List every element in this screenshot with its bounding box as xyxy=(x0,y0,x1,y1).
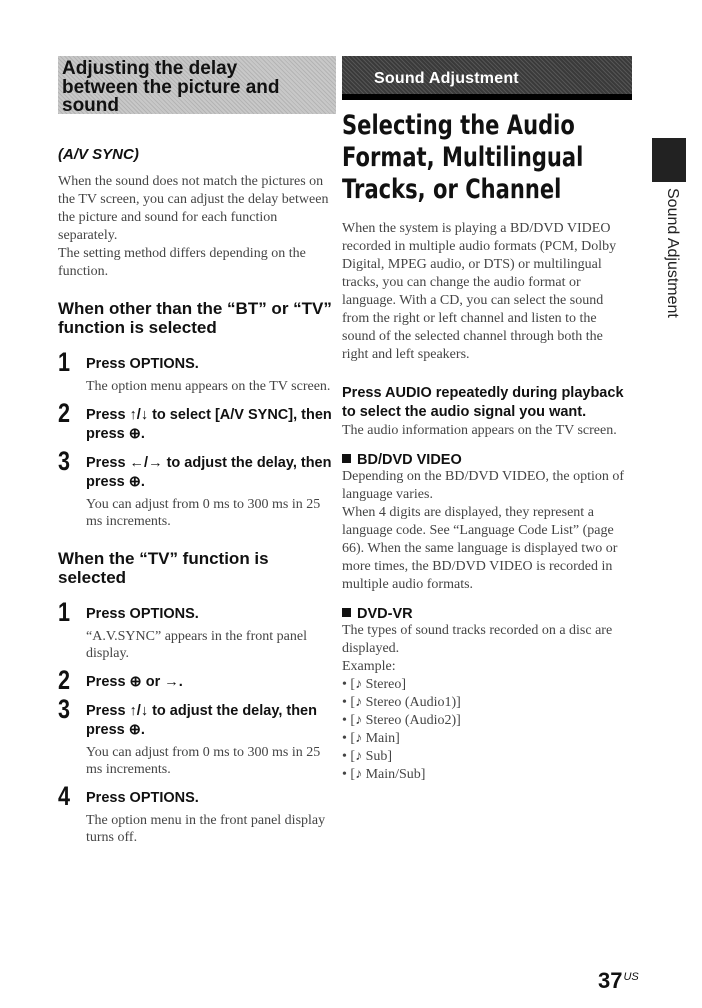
header-line-3: sound xyxy=(62,95,119,116)
intro-paragraph-1: When the sound does not match the pictures on the TV screen, you can adjust the delay between the picture and sound for each function separately. xyxy=(58,174,329,243)
step-number: 1 xyxy=(58,596,71,627)
header-line-2: between the picture and xyxy=(62,76,280,98)
step-number: 4 xyxy=(58,780,71,811)
section-header-box xyxy=(58,56,336,114)
section2-heading: When the “TV” function is selected xyxy=(58,548,269,587)
page-number xyxy=(598,968,639,994)
step-item xyxy=(58,397,340,444)
header-line-1: Adjusting the delay xyxy=(62,58,238,79)
list-item: • [♪ Stereo (Audio1)] xyxy=(342,694,632,712)
dvr-paragraph-1: The types of sound tracks recorded on a disc are displayed. xyxy=(342,623,613,656)
step-item xyxy=(58,445,340,531)
section1-heading: When other than the “BT” or “TV” function is selected xyxy=(58,299,332,337)
square-bullet-icon xyxy=(342,608,351,617)
step-number: 3 xyxy=(58,445,71,476)
instruction-description: The audio information appears on the TV screen. xyxy=(342,423,617,438)
page-title: Selecting the Audio Format, Multilingual Tracks, or Channel xyxy=(342,110,584,205)
intro-paragraph: When the system is playing a BD/DVD VIDEO recorded in multiple audio formats (PCM, Dolby Digital, MPEG audio, or DTS) or multilingual tracks, you can change the audio format or language. With a CD, you can select the sound from the right or left channel and listen to the sound of the selected channel through both the right and left speakers. xyxy=(342,221,617,362)
step-item xyxy=(58,693,340,779)
left-column xyxy=(58,56,340,853)
example-label: Example: xyxy=(342,659,396,674)
step-item xyxy=(58,780,340,847)
bd-paragraph-2: When 4 digits are displayed, they represent a language code. See “Language Code List” (page 66). When the same language is displayed two or more times, the BD/DVD VIDEO is recorded in multiple audio formats. xyxy=(342,505,618,592)
list-item: • [♪ Stereo] xyxy=(342,676,632,694)
bd-dvd-video-heading xyxy=(342,452,632,468)
step-title: Press OPTIONS. xyxy=(86,356,199,372)
chapter-side-label xyxy=(657,188,681,348)
step-number: 3 xyxy=(58,693,71,724)
list-item: • [♪ Stereo (Audio2)] xyxy=(342,712,632,730)
bd-paragraph-1: Depending on the BD/DVD VIDEO, the option of language varies. xyxy=(342,469,625,502)
step-number: 1 xyxy=(58,347,71,377)
example-list xyxy=(342,676,632,784)
list-item: • [♪ Main/Sub] xyxy=(342,766,632,784)
step-title: Press ⊕ or →. xyxy=(86,673,183,690)
dvd-vr-label: DVD-VR xyxy=(357,606,413,622)
list-item: • [♪ Main] xyxy=(342,730,632,748)
intro-paragraph-2: The setting method differs depending on the function. xyxy=(58,246,306,279)
list-item: • [♪ Sub] xyxy=(342,748,632,766)
step-title: Press ←/→ to adjust the delay, then press ⊕. xyxy=(86,454,332,490)
step-description: The option menu in the front panel display turns off. xyxy=(86,812,326,845)
step-description: The option menu appears on the TV screen. xyxy=(86,379,331,394)
step-title: Press ↑/↓ to adjust the delay, then press ⊕. xyxy=(86,702,317,738)
section-banner: Sound Adjustment xyxy=(342,56,632,100)
step-description: You can adjust from 0 ms to 300 ms in 25 ms increments. xyxy=(86,496,321,529)
step-description: “A.V.SYNC” appears in the front panel display. xyxy=(86,628,307,661)
page-number-value: 37 xyxy=(598,968,623,993)
step-number: 2 xyxy=(58,397,71,428)
chapter-tab-marker xyxy=(652,138,686,182)
right-column xyxy=(342,56,632,784)
chapter-side-label-text: Sound Adjustment xyxy=(664,188,681,318)
step-item xyxy=(58,596,340,663)
av-sync-subtitle: (A/V SYNC) xyxy=(58,146,139,163)
page-number-suffix: US xyxy=(623,970,639,983)
step-title: Press OPTIONS. xyxy=(86,789,199,806)
bd-dvd-video-label: BD/DVD VIDEO xyxy=(357,452,462,468)
step-description: You can adjust from 0 ms to 300 ms in 25 ms increments. xyxy=(86,744,321,777)
step-title: Press ↑/↓ to select [A/V SYNC], then press ⊕. xyxy=(86,406,332,442)
instruction-heading: Press AUDIO repeatedly during playback to select the audio signal you want. xyxy=(342,385,624,420)
step-title: Press OPTIONS. xyxy=(86,605,199,622)
step-item xyxy=(58,347,340,396)
step-number: 2 xyxy=(58,664,71,695)
step-item xyxy=(58,664,340,695)
square-bullet-icon xyxy=(342,454,351,463)
dvd-vr-heading xyxy=(342,606,632,622)
